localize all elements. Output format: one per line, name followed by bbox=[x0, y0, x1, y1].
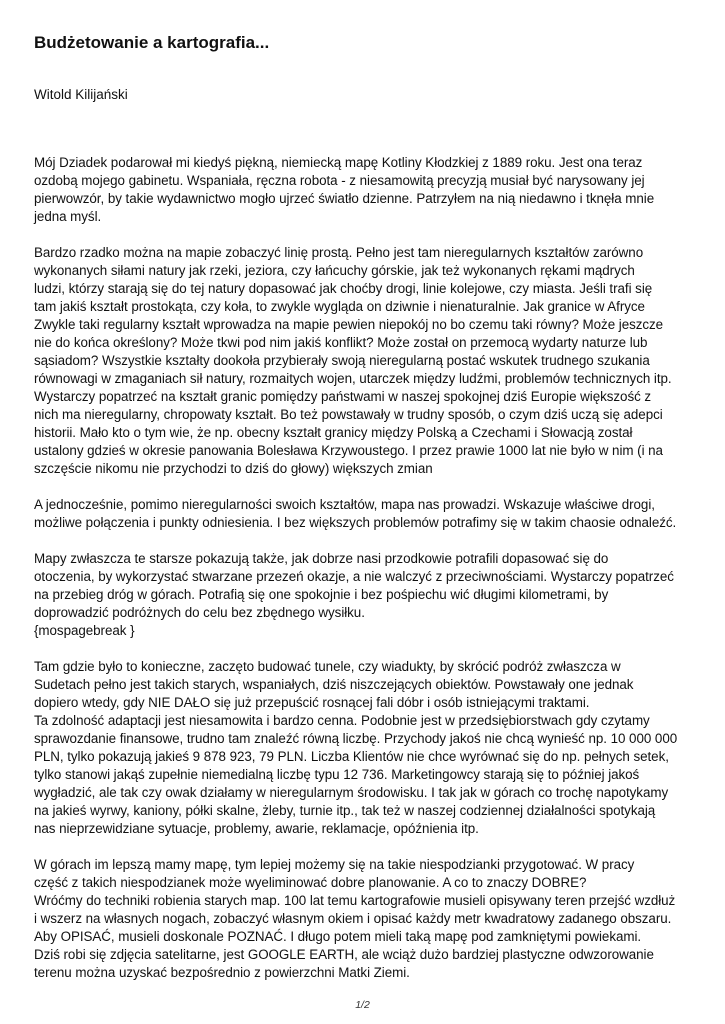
text-line: Tam gdzie było to konieczne, zaczęto budować tunele, czy wiadukty, by skrócić podróż zwłaszcza w bbox=[34, 659, 621, 674]
text-line: terenu można uzyskać bezpośrednio z powierzchni Matki Ziemi. bbox=[34, 965, 410, 980]
document-title: Budżetowanie a kartografia... bbox=[34, 33, 270, 52]
text-line: nas nieprzewidziane sytuacje, problemy, awarie, reklamacje, opóźnienia itp. bbox=[34, 821, 479, 836]
paragraph-gap bbox=[34, 532, 694, 550]
page-number: 1/2 bbox=[355, 999, 370, 1011]
text-line: Mapy zwłaszcza te starsze pokazują także, jak dobrze nasi przodkowie potrafili dopasować się do bbox=[34, 551, 609, 566]
text-line: wykonanych siłami natury jak rzeki, jeziora, czy łańcuchy górskie, jak też wykonanych rękami mądrych bbox=[34, 263, 635, 278]
paragraph-gap bbox=[34, 478, 694, 496]
text-line: sąsiadom? Wszystkie kształty dookoła przybierały swoją nieregularną postać wskutek trudnego szukania bbox=[34, 353, 650, 368]
paragraph-gap bbox=[34, 640, 694, 658]
text-line: ozdobą mojego gabinetu. Wspaniała, ręczna robota - z niesamowitą precyzją musiał być narysowany jej bbox=[34, 173, 645, 188]
text-line: sprawozdanie finansowe, trudno tam znaleźć równą liczbę. Przychody jakoś nie chcą wynieść np. 10 000 000 bbox=[34, 731, 678, 746]
paragraph bbox=[34, 658, 694, 838]
text-line: Wróćmy do techniki robienia starych map. 100 lat temu kartografowie musieli opisywany teren przejść wzdłuż bbox=[34, 893, 676, 908]
paragraph-gap bbox=[34, 226, 694, 244]
text-line: doprowadzić podróżnych do celu bez zbędnego wysiłku. bbox=[34, 605, 365, 620]
text-line: pierwowzór, by takie wydawnictwo mogło ujrzeć światło dzienne. Patrzyłem na nią niedawno i tknęła mnie bbox=[34, 191, 655, 206]
text-line: jedna myśl. bbox=[34, 209, 102, 224]
text-line: i wszerz na własnych nogach, zobaczyć własnym okiem i opisać każdy metr kwadratowy zadanego obszaru. bbox=[34, 911, 672, 926]
text-line: Sudetach pełno jest takich starych, wspaniałych, dziś niszczejących obiektów. Powstawały one jednak bbox=[34, 677, 634, 692]
text-line: historii. Mało kto o tym wie, że np. obecny kształt granicy między Polską a Czechami i Słowacją został bbox=[34, 425, 633, 440]
paragraph bbox=[34, 244, 694, 478]
paragraph bbox=[34, 154, 694, 226]
document-author: Witold Kilijański bbox=[34, 87, 128, 102]
text-line: PLN, tylko pokazują jakieś 9 878 923, 79 PLN. Liczba Klientów nie chce wyrównać się do np. pełnych setek, bbox=[34, 749, 669, 764]
paragraph-gap bbox=[34, 838, 694, 856]
text-line: Zwykle taki regularny kształt wprowadza na mapie pewien niepokój no bo czemu taki równy? Może jeszcze bbox=[34, 317, 664, 332]
text-line: ustalony gdzieś w okresie panowania Bolesława Krzywoustego. I przez prawie 1000 lat nie było w nim (i na bbox=[34, 443, 663, 458]
paragraph bbox=[34, 856, 694, 982]
text-line: ludzi, którzy starają się do tej natury dopasować jak choćby drogi, linie kolejowe, czy miasta. Jeśli trafi się bbox=[34, 281, 653, 296]
text-line: W górach im lepszą mamy mapę, tym lepiej możemy się na takie niespodzianki przygotować. W pracy bbox=[34, 857, 635, 872]
text-line: równowagi w zmaganiach sił natury, rozmaitych wojen, utarczek między ludźmi, problemów technicznych itp. bbox=[34, 371, 672, 386]
text-line: możliwe połączenia i punkty odniesienia. I bez większych problemów potrafimy się w takim chaosie odnaleźć. bbox=[34, 515, 677, 530]
text-line: {mospagebreak } bbox=[34, 623, 135, 638]
text-line: Aby OPISAĆ, musieli doskonale POZNAĆ. I długo potem mieli taką mapę pod zamkniętymi powiekami. bbox=[34, 929, 642, 944]
text-line: na jakieś wyrwy, kaniony, półki skalne, żleby, turnie itp., tak też w naszej codziennej działalności spotykają bbox=[34, 803, 656, 818]
text-line: Dziś robi się zdjęcia satelitarne, jest GOOGLE EARTH, ale wciąż dużo bardziej plastyczne odwzorowanie bbox=[34, 947, 654, 962]
text-line: tam jakiś kształt prostokąta, czy koła, to zwykle wygląda on dziwnie i nienaturalnie. Jak granice w Afryce bbox=[34, 299, 645, 314]
text-line: dopiero wtedy, gdy NIE DAŁO się już przepuścić rosnącej fali dóbr i osób istniejącymi traktami. bbox=[34, 695, 590, 710]
text-line: A jednocześnie, pomimo nieregularności swoich kształtów, mapa nas prowadzi. Wskazuje właściwe drogi, bbox=[34, 497, 655, 512]
text-line: tylko stanowi jakąś zupełnie niemedialną liczbę typu 12 736. Marketingowcy starają się to później jakoś bbox=[34, 767, 640, 782]
text-line: Mój Dziadek podarował mi kiedyś piękną, niemiecką mapę Kotliny Kłodzkiej z 1889 roku. Jest ona teraz bbox=[34, 155, 643, 170]
text-line: Ta zdolność adaptacji jest niesamowita i bardzo cenna. Podobnie jest w przedsiębiorstwach gdy czytamy bbox=[34, 713, 650, 728]
text-line: Bardzo rzadko można na mapie zobaczyć linię prostą. Pełno jest tam nieregularnych kształtów zarówno bbox=[34, 245, 644, 260]
text-line: otoczenia, by wykorzystać stwarzane przezeń okazje, a nie walczyć z przeciwnościami. Wystarczy popatrzeć bbox=[34, 569, 674, 584]
text-line: część z takich niespodzianek może wyeliminować dobre planowanie. A co to znaczy DOBRE? bbox=[34, 875, 587, 890]
text-line: nich ma nieregularny, chropowaty kształt. Bo też powstawały w trudny sposób, o czym dziś uczą się adepci bbox=[34, 407, 663, 422]
paragraph bbox=[34, 550, 694, 640]
text-line: na przebieg dróg w górach. Potrafią się one spokojnie i bez pośpiechu wić długimi kilometrami, by bbox=[34, 587, 609, 602]
document-body bbox=[34, 154, 694, 982]
text-line: Wystarczy popatrzeć na kształt granic pomiędzy państwami w naszej spokojnej dziś Europie większość z bbox=[34, 389, 652, 404]
paragraph bbox=[34, 496, 694, 532]
text-line: nie do końca określony? Może tkwi pod nim jakiś konflikt? Może został on przemocą wydarty naturze lub bbox=[34, 335, 648, 350]
text-line: szczęście nikomu nie przychodzi to dziś do głowy) większych zmian bbox=[34, 461, 433, 476]
text-line: wygładzić, ale tak czy owak działamy w nieregularnym środowisku. I tak jak w górach co trochę napotykamy bbox=[34, 785, 669, 800]
